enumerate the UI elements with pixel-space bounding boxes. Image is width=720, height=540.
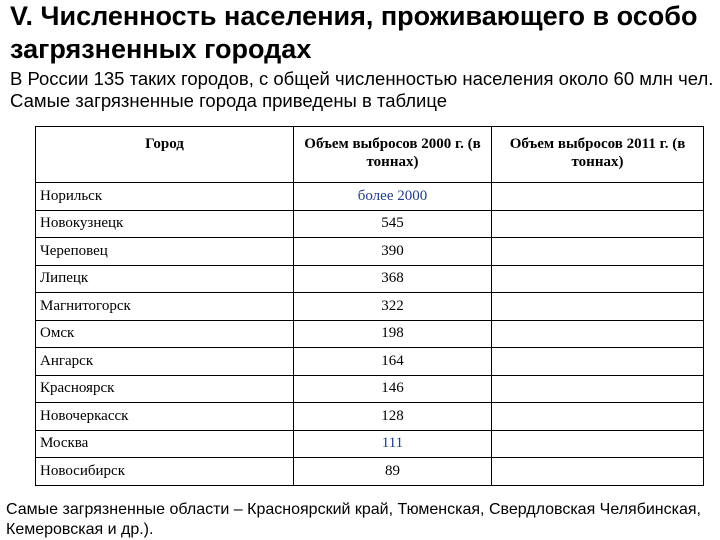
emissions-2011-cell	[492, 430, 704, 458]
table-row	[36, 265, 704, 293]
emissions-2000-cell: 368	[294, 265, 492, 293]
emissions-2011-cell	[492, 458, 704, 486]
table-row	[36, 430, 704, 458]
intro-text: В России 135 таких городов, с общей численностью населения около 60 млн чел. Самые загрязненные города приведены в таблице	[10, 68, 714, 111]
emissions-2011-cell	[492, 238, 704, 266]
table-row	[36, 320, 704, 348]
city-cell: Магнитогорск	[36, 293, 294, 321]
table-header-row	[36, 127, 704, 183]
city-cell: Липецк	[36, 265, 294, 293]
table-body	[36, 183, 704, 486]
table-row	[36, 348, 704, 376]
table-row	[36, 458, 704, 486]
emissions-2000-cell: 111	[294, 430, 492, 458]
header-city: Город	[36, 127, 294, 183]
emissions-2000-cell: 545	[294, 210, 492, 238]
emissions-2000-cell: 390	[294, 238, 492, 266]
emissions-2011-cell	[492, 210, 704, 238]
emissions-2000-cell: более 2000	[294, 183, 492, 211]
emissions-2000-cell: 146	[294, 375, 492, 403]
table-row	[36, 403, 704, 431]
emissions-2011-cell	[492, 403, 704, 431]
emissions-2000-cell: 164	[294, 348, 492, 376]
emissions-2000-cell: 89	[294, 458, 492, 486]
emissions-2011-cell	[492, 320, 704, 348]
emissions-2000-cell: 128	[294, 403, 492, 431]
emissions-2011-cell	[492, 375, 704, 403]
table-row	[36, 238, 704, 266]
city-cell: Новочеркасск	[36, 403, 294, 431]
emissions-table	[35, 126, 704, 486]
city-cell: Омск	[36, 320, 294, 348]
table-row	[36, 183, 704, 211]
city-cell: Новокузнецк	[36, 210, 294, 238]
city-cell: Норильск	[36, 183, 294, 211]
page-title: V. Численность населения, проживающего в особо загрязненных городах	[10, 1, 698, 64]
city-cell: Ангарск	[36, 348, 294, 376]
emissions-2011-cell	[492, 293, 704, 321]
emissions-2000-cell: 322	[294, 293, 492, 321]
footer-text: Самые загрязненные области – Красноярский край, Тюменская, Свердловская Челябинская, Кемеровская и др.).	[6, 501, 701, 538]
emissions-2011-cell	[492, 265, 704, 293]
emissions-2000-cell: 198	[294, 320, 492, 348]
city-cell: Красноярск	[36, 375, 294, 403]
table-row	[36, 293, 704, 321]
table-row	[36, 210, 704, 238]
city-cell: Москва	[36, 430, 294, 458]
emissions-2011-cell	[492, 183, 704, 211]
emissions-2011-cell	[492, 348, 704, 376]
header-emissions-2000: Объем выбросов 2000 г. (в тоннах)	[294, 127, 492, 183]
city-cell: Череповец	[36, 238, 294, 266]
header-emissions-2011: Объем выбросов 2011 г. (в тоннах)	[492, 127, 704, 183]
city-cell: Новосибирск	[36, 458, 294, 486]
table-row	[36, 375, 704, 403]
